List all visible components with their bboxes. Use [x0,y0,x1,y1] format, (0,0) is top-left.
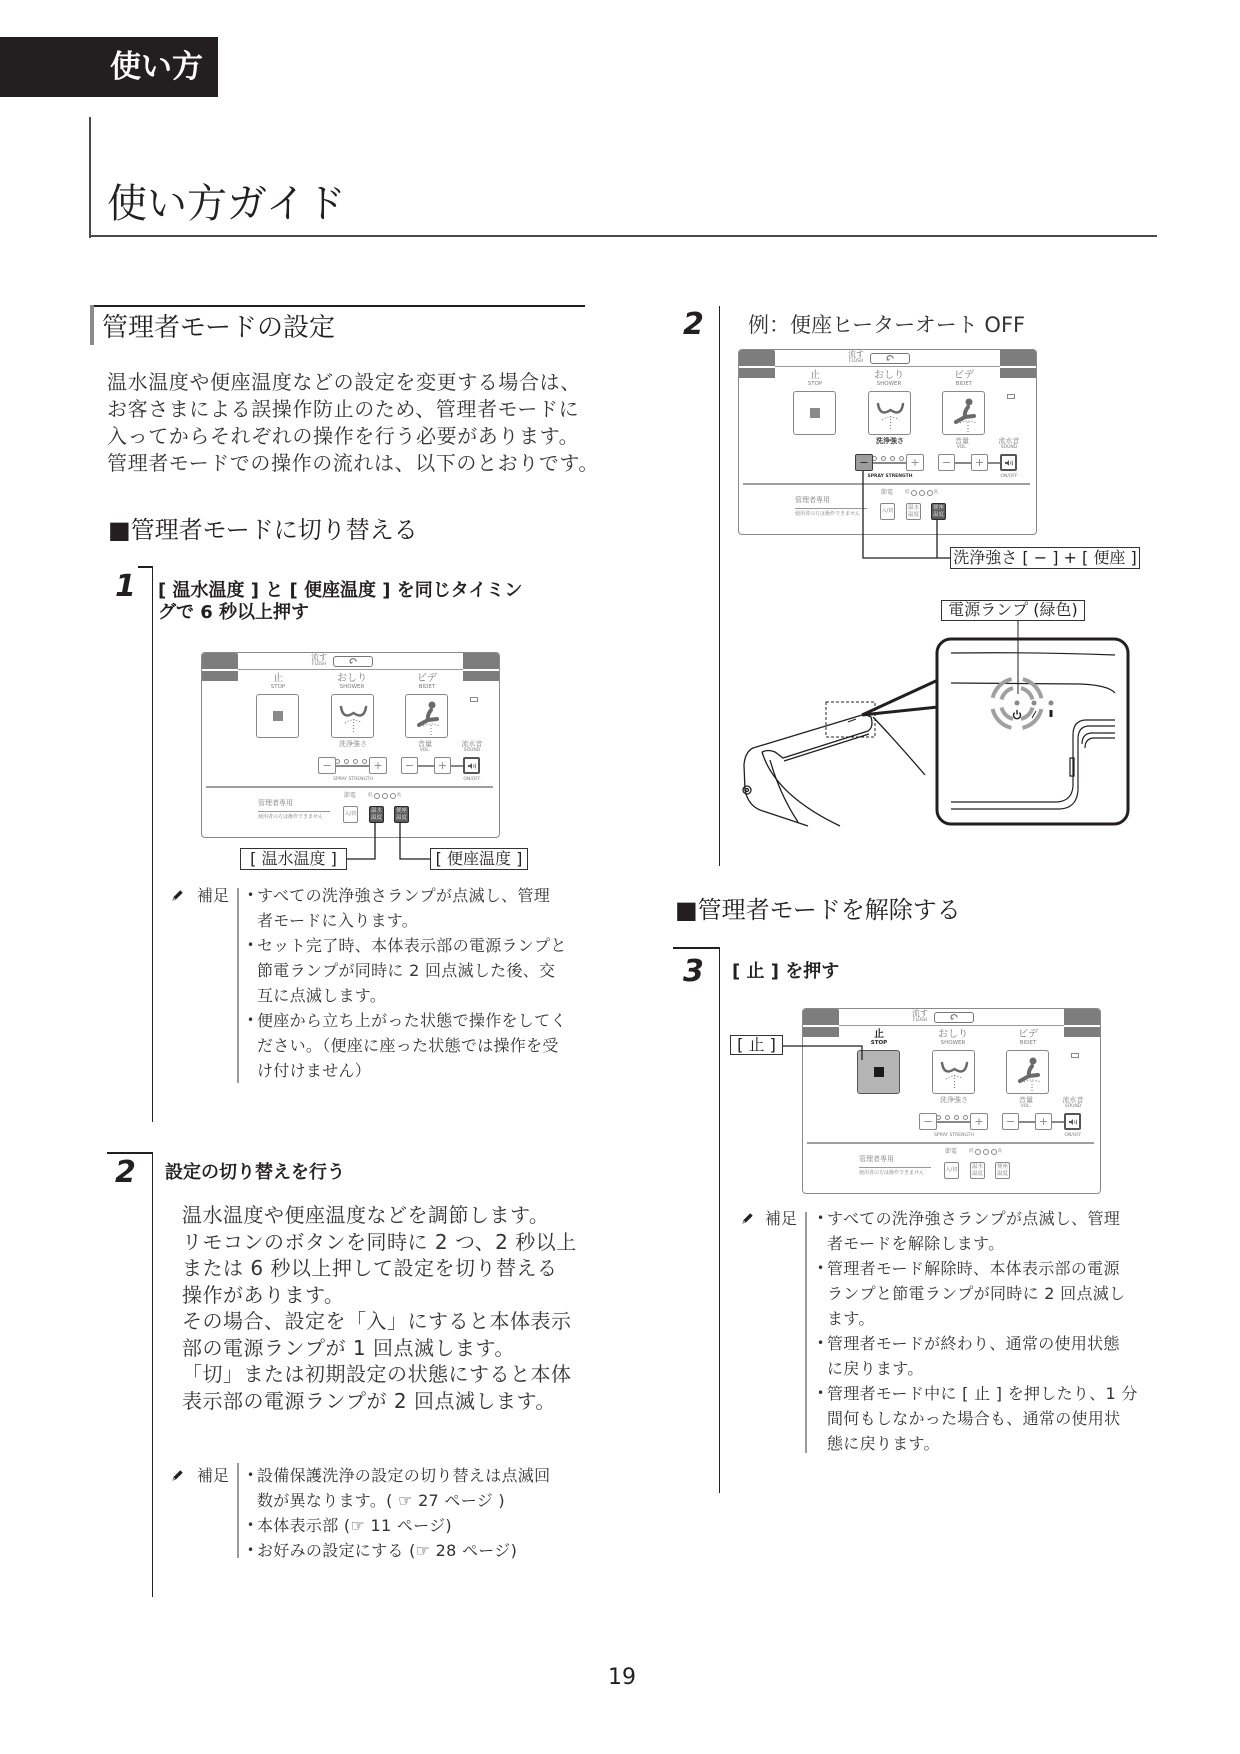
panel-divider [807,1142,1094,1144]
intro-line: 入ってからそれぞれの操作を行う必要があります。 [107,424,580,448]
volume-label-en: VOL. [419,748,431,753]
intro-paragraph [107,369,599,477]
speaker-icon [1068,1117,1078,1127]
volume-plus-button: + [434,757,451,774]
admin-underline [795,508,867,509]
note-item-cont: ランプと節電ランプが同時に 2 回点滅し [827,1283,1126,1303]
shower-icon [332,695,375,739]
callout-spray-minus-plus-seat: 洗浄強さ [ − ] + [ 便座 ] [950,547,1140,569]
spray-strength-label-en: SPRAY STRENGTH [333,777,373,782]
body-line: 「切」または初期設定の状態にすると本体 [182,1362,572,1386]
bidet-label: ビデ [954,370,974,381]
bidet-icon [1007,1051,1050,1095]
bidet-label: ビデ [1018,1029,1038,1040]
bidet-button [1006,1050,1049,1094]
flush-label: 流す [848,350,864,359]
spray-strength-lamps [927,1105,987,1111]
flush-icon [886,355,896,363]
stop-label-en: STOP [807,381,823,387]
step-bracket-rule [719,947,721,1493]
title-frame-horizontal-rule [89,235,1157,237]
button-label: 温水 [370,807,382,814]
note-item: • 管理者モードが終わり、通常の使用状態 [817,1331,1138,1356]
flush-icon [950,1014,960,1022]
note-item: • すべての洗浄強さランプが点滅し、管理 [817,1206,1138,1231]
battery-icon [470,697,478,702]
flush-label-en: FLUSH [913,1018,928,1023]
shower-button [868,391,911,435]
note-list [817,1206,1138,1456]
spray-strength-label: 洗浄強さ [940,1096,968,1104]
bidet-icon [406,695,449,739]
shower-label: おしり [874,370,904,381]
power-save-toggle-button: 入/切 [343,806,358,823]
step-heading-line: [ 温水温度 ] と [ 便座温度 ] を同じタイミン [158,580,523,601]
zoom-callout-wedge [862,680,938,715]
sound-label-en: SOUND [463,748,481,753]
spray-strength-lamps [326,749,386,755]
remote-panel-illustration [802,1008,1101,1194]
panel-divider [206,786,493,788]
spray-strength-label: 洗浄強さ [876,437,904,445]
body-line: 操作があります。 [182,1282,345,1307]
flush-label-en: FLUSH [849,359,864,364]
volume-label: 音量 [955,437,969,445]
connector [418,765,434,767]
temperature-level-lamps [905,489,953,496]
admin-underline [258,811,330,812]
spray-minus-button: − [318,757,336,774]
connector [1019,1121,1035,1123]
sound-button [1000,454,1017,471]
speaker-icon [1004,458,1014,468]
stop-icon [273,711,283,721]
shower-button [932,1050,975,1094]
button-label: 温度 [996,1170,1008,1177]
spray-minus-button: − [919,1113,937,1130]
chapter-tab-label: 使い方 [110,49,203,85]
stop-button [256,694,299,738]
section-title: 管理者モードの設定 [102,313,335,343]
callout-stop: [ 止 ] [730,1035,783,1055]
sound-button [1064,1113,1081,1130]
power-lamp-illustration [740,590,1140,835]
body-line: または 6 秒以上押して設定を切り替える [182,1256,558,1280]
bidet-label-en: BIDET [418,684,436,690]
connector [937,1121,970,1123]
step-bracket-top [107,1152,153,1154]
panel-divider [743,483,1030,485]
volume-label-en: VOL. [956,445,968,450]
spray-strength-label-en: SPRAY STRENGTH [867,474,913,479]
sound-toggle-label: ON/OFF [1064,1133,1082,1138]
volume-label-en: VOL. [1020,1104,1032,1109]
subheading-exit-admin-mode: ■管理者モードを解除する [675,896,961,924]
note-separator [237,888,239,1083]
shower-label-en: SHOWER [940,1040,966,1046]
section-accent-bar [90,305,94,345]
admin-only-label: 管理者専用 [859,1155,894,1163]
power-save-toggle-button: 入/切 [880,503,895,520]
intro-line: 管理者モードでの操作の流れは、以下のとおりです。 [107,451,599,475]
step-bracket-top [673,947,719,949]
admin-only-note: 使用者の方は操作できません [258,814,324,820]
power-save-label: 節電 [344,792,357,799]
button-label: 便座 [395,807,407,814]
shower-label: おしり [337,673,367,684]
note-label: 補足 [197,1465,230,1485]
power-save-label: 節電 [881,489,894,496]
bidet-label-en: BIDET [1019,1040,1037,1046]
subheading-enter-admin-mode: ■管理者モードに切り替える [108,516,418,544]
callout-seat-temp: [ 便座温度 ] [430,848,528,870]
sound-label: 流水音 [998,437,1020,445]
sound-label-en: SOUND [1000,445,1018,450]
remote-panel-illustration [738,349,1037,535]
step-number: 1 [115,569,136,604]
panel-corner-left [202,653,238,681]
admin-only-label: 管理者専用 [258,799,293,807]
stop-button [857,1050,900,1094]
section-rule [90,305,585,307]
sound-button [463,757,480,774]
note-separator [237,1463,239,1558]
high-label: 高 [997,1149,1002,1154]
note-item-cont: 間何もしなかった場合も、通常の使用状 [827,1408,1121,1428]
power-save-label: 節電 [945,1148,958,1155]
flush-icon [349,658,359,666]
note-item-cont: 互に点滅します。 [257,985,387,1005]
flush-strip [775,350,1000,367]
button-label: 温度 [907,511,919,518]
seat-temp-button [394,806,409,823]
page-title: 使い方ガイド [107,181,346,227]
bidet-icon [943,392,986,436]
sound-label-en: SOUND [1064,1104,1082,1109]
step-heading [158,580,522,624]
note-item-cont: 者モードに入ります。 [257,910,419,930]
note-item-cont: 節電ランプが同時に 2 回点滅した後、交 [257,960,556,980]
seat-temp-button [995,1162,1010,1179]
step-bracket-rule [719,306,721,866]
page-number: 19 [608,1665,636,1690]
spray-strength-label: 洗浄強さ [339,740,367,748]
note-label: 補足 [197,885,230,905]
spray-strength-label-en: SPRAY STRENGTH [934,1133,974,1138]
step-number: 2 [683,307,704,342]
high-label: 高 [396,793,401,798]
note-item-cont: ださい。（便座に座った状態では操作を受 [257,1035,559,1055]
note-item: • 本体表示部 (☞ 11 ページ) [247,1513,550,1538]
sound-toggle-label: ON/OFF [1000,474,1018,479]
note-item: • 便座から立ち上がった状態で操作をしてく [247,1008,567,1033]
button-label: 温水 [971,1163,983,1170]
note-item: • 管理者モード中に [ 止 ] を押したり、1 分 [817,1381,1138,1406]
connector [1052,1121,1064,1123]
pencil-icon [741,1212,754,1225]
flush-label: 流す [912,1009,928,1018]
stop-label: 止 [273,673,283,684]
intro-line: お客さまによる誤操作防止のため、管理者モードに [107,397,580,421]
button-label: 温度 [370,814,382,821]
step-heading: 設定の切り替えを行う [165,1162,345,1183]
power-save-toggle-button: 入/切 [944,1162,959,1179]
note-separator [805,1212,807,1453]
status-lamp [1049,701,1054,706]
shower-label-en: SHOWER [876,381,902,387]
body-line: リモコンのボタンを同時に 2 つ、2 秒以上 [182,1229,577,1254]
note-item: • 管理者モード解除時、本体表示部の電源 [817,1256,1138,1281]
step-number: 3 [683,954,704,989]
step-bracket-rule [152,566,154,1122]
flush-label: 流す [311,653,327,662]
sound-label: 流水音 [461,740,483,748]
step-number: 2 [115,1155,136,1190]
button-label: 温水 [907,504,919,511]
low-label: 低 [368,793,373,798]
spray-minus-button: − [855,454,873,471]
stop-icon [810,408,820,418]
seat-temp-button [931,503,946,520]
note-list [247,1463,550,1563]
battery-icon [1071,1053,1079,1058]
connector [988,462,1000,464]
temperature-level-lamps [969,1148,1017,1155]
spray-plus-button: + [369,757,387,774]
example-title: 例：便座ヒーターオート OFF [748,313,1026,337]
button-label: 便座 [996,1163,1008,1170]
admin-only-label: 管理者専用 [795,496,830,504]
toilet-seat-drawing [743,714,925,826]
note-item-cont: 数が異なります。( ☞ 27 ページ ) [257,1490,505,1510]
flush-strip [839,1009,1064,1026]
body-line: 表示部の電源ランプが 2 回点滅します。 [182,1388,556,1413]
hot-water-temp-button [369,806,384,823]
pencil-icon [171,1469,184,1482]
hot-water-temp-button [970,1162,985,1179]
step-body [182,1202,577,1414]
volume-plus-button: + [971,454,988,471]
panel-corner-right [1064,1009,1100,1037]
shower-icon [869,392,912,436]
bidet-label: ビデ [417,673,437,684]
stop-label-en: STOP [870,1040,888,1046]
speaker-icon [467,761,477,771]
volume-label: 音量 [1019,1096,1033,1104]
panel-corner-left [739,350,775,378]
chapter-tab [0,37,218,97]
low-label: 低 [969,1149,974,1154]
note-item-cont: に戻ります。 [827,1358,924,1378]
flush-button [333,656,373,667]
pencil-icon [171,889,184,902]
shower-label-en: SHOWER [339,684,365,690]
sound-toggle-label: ON/OFF [463,777,481,782]
note-item: • 設備保護洗浄の設定の切り替えは点滅回 [247,1463,550,1488]
power-lamp [1015,701,1020,706]
title-frame-vertical-rule [89,117,91,238]
spray-plus-button: + [906,454,924,471]
low-label: 低 [905,490,910,495]
note-item-cont: 者モードを解除します。 [827,1233,1005,1253]
volume-minus-button: − [401,757,418,774]
volume-label: 音量 [418,740,432,748]
flush-button [934,1012,974,1023]
stop-icon [874,1067,884,1077]
volume-plus-button: + [1035,1113,1052,1130]
panel-corner-left [803,1009,839,1037]
stop-label: 止 [810,370,820,381]
step-heading-line: グで 6 秒以上押す [158,602,310,623]
step-bracket-rule [152,1152,154,1597]
admin-only-note: 使用者の方は操作できません [859,1170,925,1176]
button-label: 便座 [932,504,944,511]
flush-button [870,353,910,364]
shower-label: おしり [938,1029,968,1040]
admin-only-note: 使用者の方は操作できません [795,511,861,517]
remote-panel-illustration [201,652,500,838]
connector [451,765,463,767]
body-line: 部の電源ランプが 1 回点滅します。 [182,1335,515,1360]
step-heading: [ 止 ] を押す [732,961,840,982]
intro-line: 温水温度や便座温度などの設定を変更する場合は、 [107,370,581,394]
note-item: • お好みの設定にする (☞ 28 ページ) [247,1538,550,1563]
note-list [247,883,567,1083]
spray-strength-lamps [863,446,923,452]
spray-plus-button: + [970,1113,988,1130]
flush-label-en: FLUSH [312,662,327,667]
note-item-cont: 態に戻ります。 [827,1433,940,1453]
display-detail-view [937,621,1128,824]
note-label: 補足 [765,1208,798,1228]
callout-power-lamp: 電源ランプ (緑色) [941,600,1085,621]
button-label: 温度 [932,511,944,518]
bidet-button [942,391,985,435]
temperature-level-lamps [368,792,416,799]
high-label: 高 [933,490,938,495]
admin-underline [859,1167,931,1168]
connector [955,462,971,464]
note-item-cont: ます。 [827,1308,875,1328]
volume-minus-button: − [938,454,955,471]
bidet-label-en: BIDET [955,381,973,387]
battery-icon [1007,394,1015,399]
shower-icon [933,1051,976,1095]
connector [336,765,369,767]
volume-minus-button: − [1002,1113,1019,1130]
power-save-lamp [1032,701,1037,706]
body-line: その場合、設定を「入」にすると本体表示 [182,1309,572,1333]
note-item: • すべての洗浄強さランプが点滅し、管理 [247,883,567,908]
panel-corner-right [1000,350,1036,378]
note-item: • セット完了時、本体表示部の電源ランプと [247,933,567,958]
hot-water-temp-button [906,503,921,520]
panel-corner-right [463,653,499,681]
callout-hot-water-temp: [ 温水温度 ] [240,848,347,870]
connector [873,462,906,464]
shower-button [331,694,374,738]
note-item-cont: け付けません） [257,1060,372,1080]
bidet-button [405,694,448,738]
stop-label-en: STOP [270,684,286,690]
button-label: 温度 [395,814,407,821]
stop-button [793,391,836,435]
stop-label: 止 [874,1029,884,1040]
sound-label: 流水音 [1062,1096,1084,1104]
button-label: 温度 [971,1170,983,1177]
body-line: 温水温度や便座温度などを調節します。 [182,1203,550,1227]
flush-strip [238,653,463,670]
seat-heater-icon [1050,710,1053,717]
